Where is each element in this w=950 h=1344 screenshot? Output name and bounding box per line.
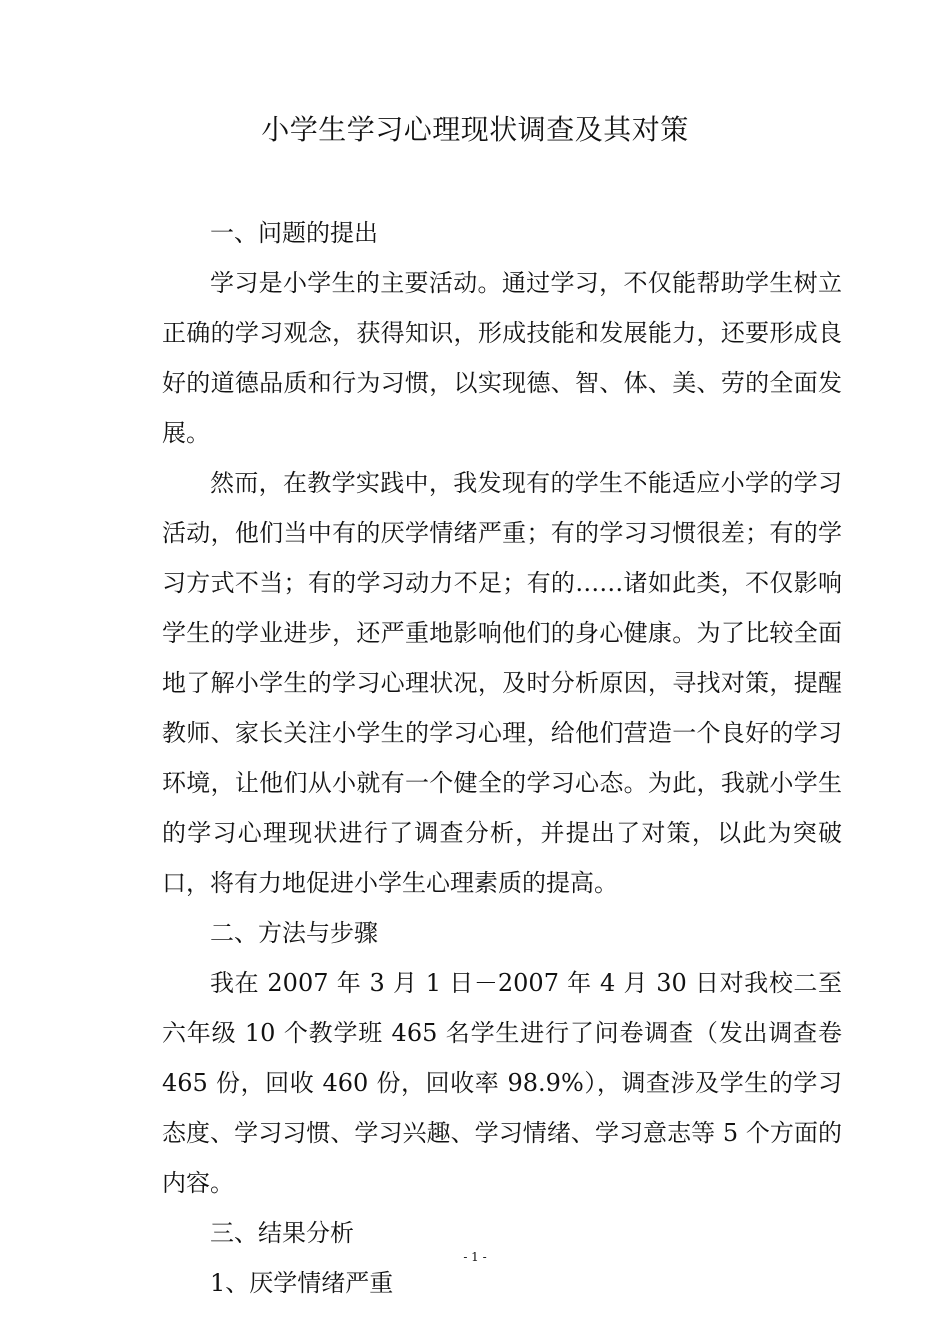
section-heading-method: 二、方法与步骤	[210, 919, 378, 947]
paragraph-method: 我在 2007 年 3 月 1 日－2007 年 4 月 30 日对我校二至六年级 10 个教学班 465 名学生进行了问卷调查（发出调查卷 465 份，回收 460 份，回收率 98.9%），调查涉及学生的学习态度、学习习惯、学习兴趣、学习情绪、学习意志等 5 个方面的内容。	[162, 969, 842, 1197]
page-number: - 1 -	[463, 1250, 487, 1264]
document-title: 小学生学习心理现状调查及其对策	[261, 113, 689, 146]
paragraph-background: 然而，在教学实践中，我发现有的学生不能适应小学的学习活动，他们当中有的厌学情绪严重；有的学习习惯很差；有的学习方式不当；有的学习动力不足；有的……诸如此类，不仅影响学生的学业进步，还严重地影响他们的身心健康。为了比较全面地了解小学生的学习心理状况，及时分析原因，寻找对策，提醒教师、家长关注小学生的学习心理，给他们营造一个良好的学习环境，让他们从小就有一个健全的学习心态。为此，我就小学生的学习心理现状进行了调查分析，并提出了对策，以此为突破口，将有力地促进小学生心理素质的提高。	[162, 469, 842, 897]
paragraph-intro: 学习是小学生的主要活动。通过学习，不仅能帮助学生树立正确的学习观念，获得知识，形成技能和发展能力，还要形成良好的道德品质和行为习惯，以实现德、智、体、美、劳的全面发展。	[162, 269, 842, 447]
section-heading-results: 三、结果分析	[210, 1219, 354, 1247]
section-heading-problem: 一、问题的提出	[210, 219, 378, 247]
document-body	[162, 208, 842, 1308]
subsection-heading-aversion: 1、厌学情绪严重	[210, 1269, 394, 1297]
